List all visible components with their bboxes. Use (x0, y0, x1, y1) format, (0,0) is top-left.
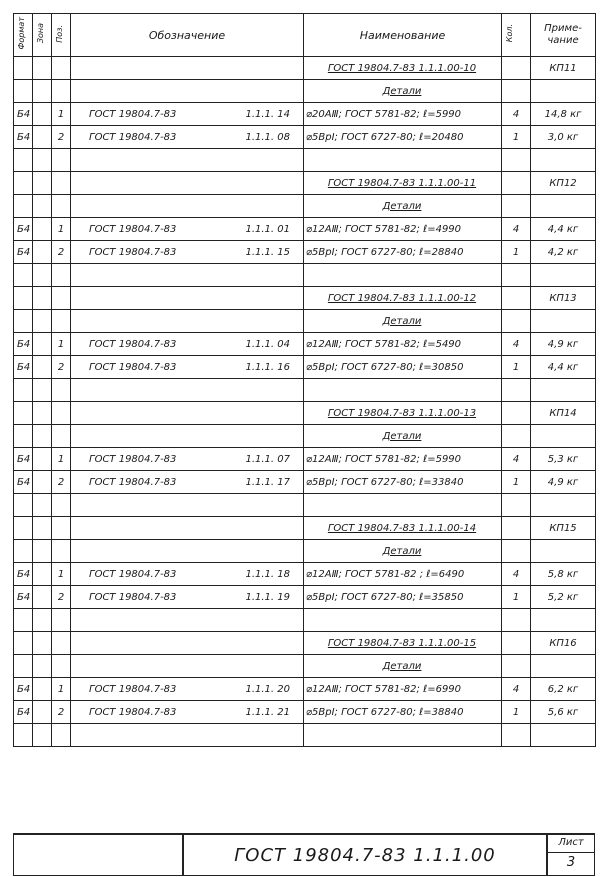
name-cell: ⌀20АⅢ; ГОСТ 5781-82; ℓ=5990 (304, 103, 502, 126)
note-cell: 6,2 кг (531, 678, 596, 701)
format-cell (14, 264, 33, 287)
designation-cell (71, 494, 304, 517)
quantity-cell (502, 264, 531, 287)
position-cell (52, 149, 71, 172)
quantity-cell: 4 (502, 333, 531, 356)
note-cell: 4,9 кг (531, 471, 596, 494)
sheet-number: 3 (566, 855, 576, 870)
designation-code: 1.1.1. 16 (245, 361, 290, 373)
quantity-cell (502, 310, 531, 333)
zone-cell (33, 540, 52, 563)
name-cell (304, 402, 502, 425)
name-cell (304, 172, 502, 195)
name-cell (304, 195, 502, 218)
format-cell: Б4 (14, 701, 33, 724)
format-cell: Б4 (14, 356, 33, 379)
name-cell: ⌀5ВрI; ГОСТ 6727-80; ℓ=28840 (304, 241, 502, 264)
quantity-cell (502, 494, 531, 517)
blank-row (14, 264, 596, 287)
quantity-cell (502, 425, 531, 448)
designation-standard: ГОСТ 19804.7-83 (89, 108, 177, 120)
zone-cell (33, 287, 52, 310)
designation-cell (71, 655, 304, 678)
name-cell (304, 655, 502, 678)
zone-cell (33, 57, 52, 80)
quantity-cell: 4 (502, 103, 531, 126)
designation-cell (71, 80, 304, 103)
section-title: Детали (382, 660, 422, 672)
section-title: Детали (382, 85, 422, 97)
designation-cell (71, 379, 304, 402)
quantity-cell: 4 (502, 448, 531, 471)
quantity-cell (502, 655, 531, 678)
position-cell: 1 (52, 333, 71, 356)
quantity-cell (502, 195, 531, 218)
zone-cell (33, 333, 52, 356)
item-row (14, 218, 596, 241)
designation-standard: ГОСТ 19804.7-83 (89, 338, 177, 350)
designation-standard: ГОСТ 19804.7-83 (89, 223, 177, 235)
designation-code: 1.1.1. 04 (245, 338, 290, 350)
quantity-header: Кол. (502, 14, 531, 57)
note-cell (531, 149, 596, 172)
zone-cell (33, 655, 52, 678)
assembly-designation: ГОСТ 19804.7-83 1.1.1.00-14 (327, 522, 477, 534)
item-row (14, 586, 596, 609)
designation-code: 1.1.1. 19 (245, 591, 290, 603)
format-cell (14, 402, 33, 425)
designation-cell (71, 218, 304, 241)
quantity-cell (502, 379, 531, 402)
assembly-designation: ГОСТ 19804.7-83 1.1.1.00-10 (327, 62, 477, 74)
specification-body (14, 14, 596, 747)
quantity-cell: 1 (502, 471, 531, 494)
position-cell (52, 287, 71, 310)
position-cell: 2 (52, 586, 71, 609)
zone-cell (33, 195, 52, 218)
name-cell (304, 609, 502, 632)
position-cell: 1 (52, 448, 71, 471)
section-row (14, 655, 596, 678)
zone-cell (33, 218, 52, 241)
note-cell: 4,9 кг (531, 333, 596, 356)
designation-standard: ГОСТ 19804.7-83 (89, 361, 177, 373)
name-cell: ⌀12АⅢ; ГОСТ 5781-82; ℓ=4990 (304, 218, 502, 241)
note-cell (531, 494, 596, 517)
note-cell (531, 425, 596, 448)
note-cell (531, 195, 596, 218)
designation-code: 1.1.1. 15 (245, 246, 290, 258)
note-cell: 5,6 кг (531, 701, 596, 724)
designation-cell (71, 540, 304, 563)
item-row (14, 471, 596, 494)
name-cell: ⌀12АⅢ; ГОСТ 5781-82 ; ℓ=6490 (304, 563, 502, 586)
name-cell (304, 425, 502, 448)
note-cell (531, 80, 596, 103)
name-cell: ⌀5ВрI; ГОСТ 6727-80; ℓ=20480 (304, 126, 502, 149)
format-cell (14, 632, 33, 655)
zone-cell (33, 448, 52, 471)
designation-cell (71, 724, 304, 747)
note-cell (531, 379, 596, 402)
note-cell: 5,3 кг (531, 448, 596, 471)
designation-header: Обозначение (71, 14, 304, 57)
position-cell: 2 (52, 241, 71, 264)
designation-code: 1.1.1. 17 (245, 476, 290, 488)
assembly-designation: ГОСТ 19804.7-83 1.1.1.00-15 (327, 637, 477, 649)
designation-cell (71, 241, 304, 264)
note-cell (531, 310, 596, 333)
name-cell (304, 724, 502, 747)
designation-standard: ГОСТ 19804.7-83 (89, 246, 177, 258)
zone-cell (33, 678, 52, 701)
position-cell: 1 (52, 218, 71, 241)
designation-cell (71, 149, 304, 172)
quantity-cell (502, 540, 531, 563)
position-cell (52, 609, 71, 632)
position-cell: 2 (52, 701, 71, 724)
position-header: Поз. (52, 14, 71, 57)
position-cell (52, 724, 71, 747)
format-cell: Б4 (14, 563, 33, 586)
format-cell: Б4 (14, 471, 33, 494)
quantity-cell (502, 724, 531, 747)
zone-cell (33, 471, 52, 494)
blank-row (14, 149, 596, 172)
position-cell (52, 655, 71, 678)
note-cell: 4,4 кг (531, 356, 596, 379)
zone-cell (33, 724, 52, 747)
quantity-cell (502, 287, 531, 310)
designation-cell (71, 195, 304, 218)
designation-code: 1.1.1. 08 (245, 131, 290, 143)
name-cell (304, 264, 502, 287)
format-cell: Б4 (14, 678, 33, 701)
section-title: Детали (382, 200, 422, 212)
position-cell (52, 425, 71, 448)
quantity-cell (502, 609, 531, 632)
name-cell (304, 149, 502, 172)
blank-row (14, 379, 596, 402)
zone-cell (33, 103, 52, 126)
note-cell: 5,8 кг (531, 563, 596, 586)
format-header: Формат (14, 14, 33, 57)
note-cell: КП13 (531, 287, 596, 310)
designation-cell (71, 333, 304, 356)
name-cell (304, 494, 502, 517)
item-row (14, 241, 596, 264)
designation-cell (71, 563, 304, 586)
format-cell (14, 609, 33, 632)
quantity-cell (502, 149, 531, 172)
section-row (14, 80, 596, 103)
position-cell: 2 (52, 356, 71, 379)
designation-cell (71, 402, 304, 425)
name-cell (304, 379, 502, 402)
item-row (14, 333, 596, 356)
position-cell (52, 632, 71, 655)
name-cell: ⌀12АⅢ; ГОСТ 5781-82; ℓ=6990 (304, 678, 502, 701)
sheet-box (546, 835, 594, 875)
quantity-cell (502, 517, 531, 540)
note-cell: 4,4 кг (531, 218, 596, 241)
blank-row (14, 609, 596, 632)
assembly-row (14, 632, 596, 655)
title-block (13, 833, 595, 876)
position-cell (52, 540, 71, 563)
item-row (14, 563, 596, 586)
item-row (14, 701, 596, 724)
section-row (14, 425, 596, 448)
zone-cell (33, 264, 52, 287)
note-header: Приме- чание (531, 14, 596, 57)
designation-standard: ГОСТ 19804.7-83 (89, 591, 177, 603)
format-cell: Б4 (14, 448, 33, 471)
designation-cell (71, 425, 304, 448)
section-row (14, 195, 596, 218)
position-cell (52, 172, 71, 195)
format-cell (14, 425, 33, 448)
position-cell (52, 517, 71, 540)
assembly-row (14, 57, 596, 80)
designation-cell (71, 448, 304, 471)
name-cell (304, 517, 502, 540)
note-cell: 14,8 кг (531, 103, 596, 126)
section-row (14, 540, 596, 563)
note-cell (531, 609, 596, 632)
designation-cell (71, 356, 304, 379)
quantity-cell: 1 (502, 586, 531, 609)
document-code: ГОСТ 19804.7-83 1.1.1.00 (234, 844, 496, 866)
note-cell: 4,2 кг (531, 241, 596, 264)
format-cell: Б4 (14, 241, 33, 264)
designation-cell (71, 126, 304, 149)
format-cell (14, 379, 33, 402)
assembly-designation: ГОСТ 19804.7-83 1.1.1.00-12 (327, 292, 477, 304)
position-cell (52, 80, 71, 103)
name-header: Наименование (304, 14, 502, 57)
position-cell (52, 310, 71, 333)
assembly-designation: ГОСТ 19804.7-83 1.1.1.00-11 (327, 177, 477, 189)
zone-cell (33, 701, 52, 724)
sheet-label: Лист (548, 837, 594, 853)
quantity-cell: 1 (502, 701, 531, 724)
quantity-cell (502, 57, 531, 80)
format-cell: Б4 (14, 103, 33, 126)
format-cell (14, 310, 33, 333)
quantity-cell: 1 (502, 126, 531, 149)
name-cell: ⌀12АⅢ; ГОСТ 5781-82; ℓ=5990 (304, 448, 502, 471)
note-cell (531, 724, 596, 747)
zone-cell (33, 425, 52, 448)
designation-cell (71, 310, 304, 333)
quantity-cell (502, 632, 531, 655)
position-cell: 1 (52, 103, 71, 126)
position-cell (52, 57, 71, 80)
assembly-row (14, 517, 596, 540)
section-title: Детали (382, 315, 422, 327)
format-cell (14, 172, 33, 195)
zone-cell (33, 241, 52, 264)
assembly-row (14, 287, 596, 310)
position-cell: 1 (52, 678, 71, 701)
quantity-cell (502, 172, 531, 195)
name-cell: ⌀5ВрI; ГОСТ 6727-80; ℓ=35850 (304, 586, 502, 609)
designation-standard: ГОСТ 19804.7-83 (89, 131, 177, 143)
zone-cell (33, 402, 52, 425)
format-cell (14, 149, 33, 172)
designation-standard: ГОСТ 19804.7-83 (89, 476, 177, 488)
zone-cell (33, 172, 52, 195)
position-cell (52, 195, 71, 218)
quantity-cell: 1 (502, 241, 531, 264)
zone-cell (33, 632, 52, 655)
assembly-designation: ГОСТ 19804.7-83 1.1.1.00-13 (327, 407, 477, 419)
designation-cell (71, 471, 304, 494)
assembly-row (14, 402, 596, 425)
note-cell: 3,0 кг (531, 126, 596, 149)
designation-standard: ГОСТ 19804.7-83 (89, 683, 177, 695)
designation-cell (71, 701, 304, 724)
note-cell: КП16 (531, 632, 596, 655)
format-cell (14, 195, 33, 218)
section-title: Детали (382, 545, 422, 557)
note-cell: КП14 (531, 402, 596, 425)
name-cell (304, 540, 502, 563)
note-cell: 5,2 кг (531, 586, 596, 609)
zone-cell (33, 586, 52, 609)
name-cell: ⌀5ВрI; ГОСТ 6727-80; ℓ=38840 (304, 701, 502, 724)
designation-cell (71, 632, 304, 655)
note-cell (531, 264, 596, 287)
zone-cell (33, 517, 52, 540)
name-cell (304, 287, 502, 310)
quantity-cell: 4 (502, 563, 531, 586)
position-cell (52, 494, 71, 517)
position-cell (52, 402, 71, 425)
name-cell: ⌀5ВрI; ГОСТ 6727-80; ℓ=33840 (304, 471, 502, 494)
designation-cell (71, 57, 304, 80)
zone-header: Зона (33, 14, 52, 57)
designation-standard: ГОСТ 19804.7-83 (89, 568, 177, 580)
zone-cell (33, 609, 52, 632)
format-cell (14, 540, 33, 563)
blank-row (14, 724, 596, 747)
designation-code: 1.1.1. 07 (245, 453, 290, 465)
format-cell (14, 287, 33, 310)
name-cell (304, 80, 502, 103)
zone-cell (33, 379, 52, 402)
zone-cell (33, 80, 52, 103)
format-cell: Б4 (14, 333, 33, 356)
format-cell: Б4 (14, 126, 33, 149)
note-cell (531, 540, 596, 563)
format-cell (14, 517, 33, 540)
zone-cell (33, 563, 52, 586)
designation-cell (71, 172, 304, 195)
note-cell: КП15 (531, 517, 596, 540)
specification-sheet (13, 13, 595, 876)
designation-cell (71, 678, 304, 701)
designation-cell (71, 609, 304, 632)
format-cell: Б4 (14, 586, 33, 609)
designation-cell (71, 586, 304, 609)
name-cell (304, 310, 502, 333)
position-cell: 1 (52, 563, 71, 586)
designation-standard: ГОСТ 19804.7-83 (89, 453, 177, 465)
quantity-cell (502, 402, 531, 425)
zone-cell (33, 494, 52, 517)
item-row (14, 103, 596, 126)
assembly-row (14, 172, 596, 195)
format-cell: Б4 (14, 218, 33, 241)
item-row (14, 126, 596, 149)
format-cell (14, 494, 33, 517)
name-cell: ⌀5ВрI; ГОСТ 6727-80; ℓ=30850 (304, 356, 502, 379)
designation-code: 1.1.1. 21 (245, 706, 290, 718)
zone-cell (33, 356, 52, 379)
quantity-cell: 4 (502, 678, 531, 701)
position-cell (52, 379, 71, 402)
designation-code: 1.1.1. 14 (245, 108, 290, 120)
designation-cell (71, 264, 304, 287)
position-cell (52, 264, 71, 287)
name-cell (304, 632, 502, 655)
zone-cell (33, 149, 52, 172)
section-row (14, 310, 596, 333)
blank-row (14, 494, 596, 517)
format-cell (14, 80, 33, 103)
name-cell (304, 57, 502, 80)
specification-table (13, 13, 596, 747)
item-row (14, 356, 596, 379)
quantity-cell: 4 (502, 218, 531, 241)
note-cell: КП11 (531, 57, 596, 80)
zone-cell (33, 126, 52, 149)
designation-code: 1.1.1. 18 (245, 568, 290, 580)
format-cell (14, 655, 33, 678)
position-cell: 2 (52, 471, 71, 494)
item-row (14, 678, 596, 701)
item-row (14, 448, 596, 471)
designation-cell (71, 517, 304, 540)
note-cell (531, 655, 596, 678)
designation-code: 1.1.1. 20 (245, 683, 290, 695)
section-title: Детали (382, 430, 422, 442)
header-row (14, 14, 596, 57)
zone-cell (33, 310, 52, 333)
format-cell (14, 724, 33, 747)
position-cell: 2 (52, 126, 71, 149)
designation-cell (71, 103, 304, 126)
name-cell: ⌀12АⅢ; ГОСТ 5781-82; ℓ=5490 (304, 333, 502, 356)
format-cell (14, 57, 33, 80)
note-cell: КП12 (531, 172, 596, 195)
designation-code: 1.1.1. 01 (245, 223, 290, 235)
quantity-cell: 1 (502, 356, 531, 379)
designation-standard: ГОСТ 19804.7-83 (89, 706, 177, 718)
designation-cell (71, 287, 304, 310)
quantity-cell (502, 80, 531, 103)
